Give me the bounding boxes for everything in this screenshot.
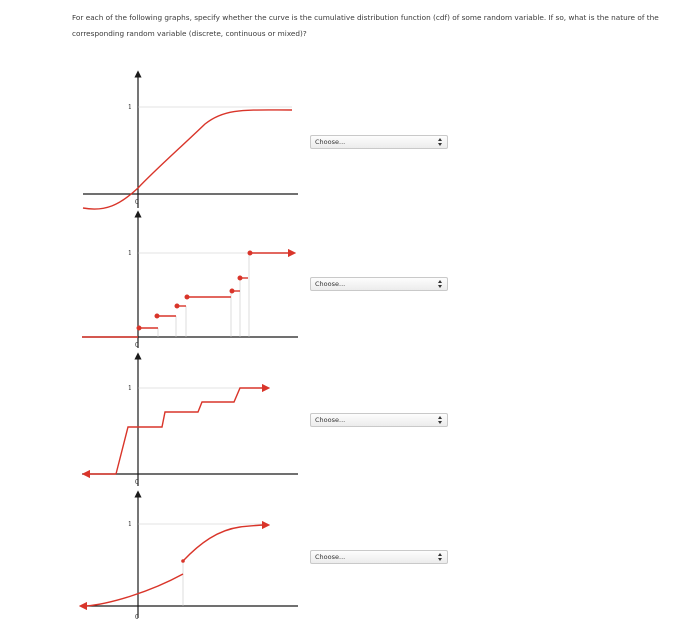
graph-2-one-label: 1 <box>128 250 132 257</box>
graph-2-select-value: Choose... <box>315 280 346 288</box>
graph-4-upper-curve <box>183 525 266 561</box>
graph-4-zero-label: 0 <box>135 614 139 621</box>
graph-2-zero-label: 0 <box>135 342 139 349</box>
select-arrows-icon <box>438 416 443 425</box>
graph-2-steps <box>82 251 292 337</box>
graph-2-cdf-select[interactable] <box>310 277 448 291</box>
graph-4 <box>82 494 298 621</box>
graph-1-cdf-select[interactable] <box>310 135 448 149</box>
graph-1-one-label: 1 <box>128 104 132 111</box>
graph-1-select-value: Choose... <box>315 138 346 146</box>
question-text: For each of the following graphs, specify whether the curve is the cumulative distribution function (cdf) of some random variable. If so, what is the nature of the corresponding random variable (discrete, continuous or mixed)? <box>72 13 659 38</box>
graph-3-zero-label: 0 <box>135 479 139 486</box>
graph-3-cdf-select[interactable] <box>310 413 448 427</box>
graph-1-zero-label: 0 <box>135 199 139 206</box>
graph-4-lower-curve <box>86 574 183 606</box>
graph-4-cdf-select[interactable] <box>310 550 448 564</box>
graph-3-curve <box>116 388 266 474</box>
graph-4-select-value: Choose... <box>315 553 346 561</box>
graph-2 <box>82 214 298 349</box>
graph-3 <box>82 356 298 486</box>
select-arrows-icon <box>438 553 443 562</box>
select-arrows-icon <box>438 138 443 147</box>
graph-1-curve <box>83 110 292 209</box>
graph-3-one-label: 1 <box>128 385 132 392</box>
select-arrows-icon <box>438 280 443 289</box>
graph-4-one-label: 1 <box>128 521 132 528</box>
graph-3-select-value: Choose... <box>315 416 346 424</box>
graph-1 <box>83 74 298 209</box>
